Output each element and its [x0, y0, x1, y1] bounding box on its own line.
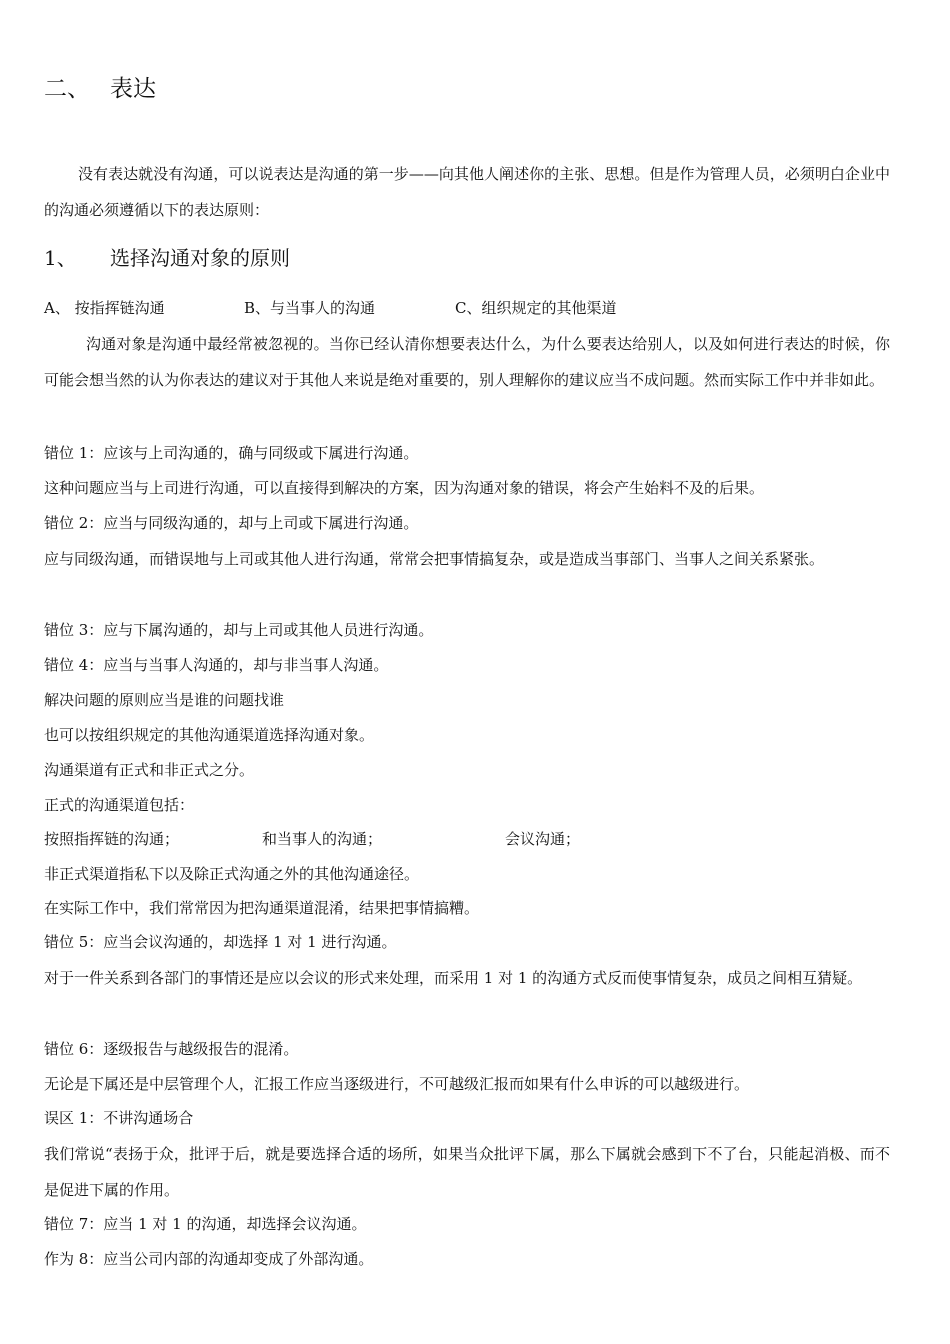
section-title: 表达: [110, 76, 156, 102]
section-number: 二、: [44, 76, 90, 102]
text-line: 错位 6：逐级报告与越级报告的混淆。: [44, 1040, 299, 1058]
text-line: 沟通渠道有正式和非正式之分。: [44, 761, 255, 779]
paragraph: 对于一件关系到各部门的事情还是应以会议的形式来处理，而采用 1 对 1 的沟通方式反而使事情复杂，成员之间相互猜疑。: [44, 969, 863, 987]
text-line: 错位 2：应当与同级沟通的，却与上司或下属进行沟通。: [44, 514, 419, 532]
text-line: 在实际工作中，我们常常因为把沟通渠道混淆，结果把事情搞糟。: [44, 899, 480, 917]
option-a: A、 按指挥链沟通: [44, 299, 165, 317]
section-heading: [44, 72, 156, 106]
text-line: 非正式渠道指私下以及除正式沟通之外的其他沟通途径。: [44, 865, 420, 883]
text-line: 误区 1：不讲沟通场合: [44, 1109, 194, 1127]
text-line: 错位 7：应当 1 对 1 的沟通，却选择会议沟通。: [44, 1215, 367, 1233]
channel-item: 按照指挥链的沟通；: [44, 830, 180, 848]
option-b: B、与当事人的沟通: [244, 299, 376, 317]
text-line: 错位 5：应当会议沟通的，却选择 1 对 1 进行沟通。: [44, 933, 397, 951]
text-line: 作为 8：应当公司内部的沟通却变成了外部沟通。: [44, 1250, 374, 1268]
option-c: C、组织规定的其他渠道: [455, 299, 617, 317]
subsection-number: 1、: [44, 246, 77, 270]
paragraph: 我们常说“表扬于众，批评于后，就是要选择合适的场所，如果当众批评下属，那么下属就会感到下不了台，只能起消极、而不是促进下属的作用。: [44, 1145, 890, 1199]
paragraph: 应与同级沟通，而错误地与上司或其他人进行沟通，常常会把事情搞复杂，或是造成当事部门、当事人之间关系紧张。: [44, 550, 825, 568]
subsection-title: 选择沟通对象的原则: [110, 246, 290, 270]
text-line: 也可以按组织规定的其他沟通渠道选择沟通对象。: [44, 726, 375, 744]
intro-paragraph: 没有表达就没有沟通，可以说表达是沟通的第一步——向其他人阐述你的主张、思想。但是作为管理人员，必须明白企业中的沟通必须遵循以下的表达原则：: [44, 165, 890, 219]
paragraph-object: 沟通对象是沟通中最经常被忽视的。当你已经认清你想要表达什么，为什么要表达给别人，以及如何进行表达的时候，你可能会想当然的认为你表达的建议对于其他人来说是绝对重要的，别人理解你的建议应当不成问题。然而实际工作中并非如此。: [44, 335, 890, 389]
channel-item: 和当事人的沟通；: [262, 830, 383, 848]
text-line: 解决问题的原则应当是谁的问题找谁: [44, 691, 285, 709]
text-line: 正式的沟通渠道包括：: [44, 796, 195, 814]
text-line: 错位 4：应当与当事人沟通的，却与非当事人沟通。: [44, 656, 389, 674]
text-line: 错位 1：应该与上司沟通的，确与同级或下属进行沟通。: [44, 444, 419, 462]
subsection-heading: [44, 242, 290, 274]
text-line: 这种问题应当与上司进行沟通，可以直接得到解决的方案，因为沟通对象的错误，将会产生始料不及的后果。: [44, 479, 765, 497]
channel-item: 会议沟通；: [505, 830, 581, 848]
text-line: 错位 3：应与下属沟通的，却与上司或其他人员进行沟通。: [44, 621, 434, 639]
text-line: 无论是下属还是中层管理个人，汇报工作应当逐级进行，不可越级汇报而如果有什么申诉的可以越级进行。: [44, 1075, 750, 1093]
